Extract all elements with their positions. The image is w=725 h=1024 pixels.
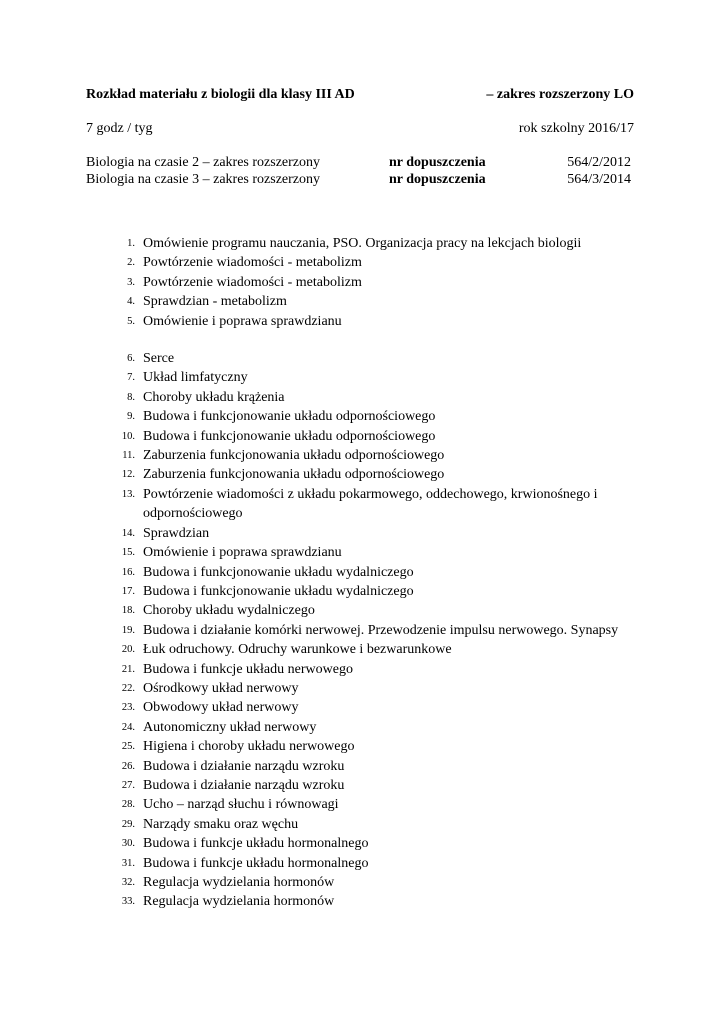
- list-item: [0, 465, 725, 484]
- list-item-text: Budowa i funkcjonowanie układu odpornościowego: [143, 409, 436, 425]
- list-item-text: Ośrodkowy układ nerwowy: [143, 680, 299, 696]
- list-item-number: 18.: [121, 605, 135, 617]
- list-item: [0, 660, 725, 679]
- list-item-text: Obwodowy układ nerwowy: [143, 700, 299, 716]
- document-scope: – zakres rozszerzony LO: [486, 87, 634, 102]
- list-item-text: Budowa i działanie komórki nerwowej. Przewodzenie impulsu nerwowego. Synapsy: [143, 622, 619, 638]
- list-item-number: 15.: [121, 547, 135, 559]
- list-item-number: 17.: [121, 585, 135, 597]
- list-item-number: 27.: [121, 779, 135, 791]
- list-item-number: 31.: [121, 857, 135, 869]
- list-item-number: 13.: [121, 488, 135, 500]
- list-item: [0, 312, 725, 331]
- list-item-number: 32.: [121, 877, 135, 888]
- list-item-number: 33.: [121, 896, 135, 908]
- list-item-number: 14.: [121, 527, 135, 539]
- list-item-number: 30.: [121, 838, 135, 850]
- list-item-text: Omówienie i poprawa sprawdzianu: [143, 545, 342, 561]
- list-item: [0, 718, 725, 737]
- list-item-number: 11.: [122, 450, 135, 462]
- list-item-text: Zaburzenia funkcjonowania układu odpornościowego: [143, 448, 445, 464]
- approval-number: 564/2/2012: [567, 155, 631, 170]
- list-item: [0, 873, 725, 892]
- list-item-text: Omówienie programu nauczania, PSO. Organizacja pracy na lekcjach biologii: [143, 236, 582, 251]
- list-item-number: 24.: [121, 721, 135, 733]
- list-item: [0, 601, 725, 620]
- list-item-number: 19.: [121, 624, 135, 636]
- list-item-number: 28.: [121, 799, 135, 811]
- list-item-text: Regulacja wydzielania hormonów: [143, 894, 335, 910]
- list-item: [0, 757, 725, 776]
- list-item-text: Budowa i funkcje układu hormonalnego: [143, 836, 369, 852]
- list-item-text: Budowa i funkcjonowanie układu wydalniczego: [143, 583, 414, 599]
- list-item-text: Sprawdzian - metabolizm: [143, 294, 287, 310]
- list-item: [0, 253, 725, 272]
- list-item-number: 10.: [121, 430, 135, 442]
- list-item: [0, 292, 725, 311]
- list-item: [0, 524, 725, 543]
- list-item-number: 9.: [127, 411, 135, 423]
- list-item-number: 3.: [127, 276, 135, 288]
- list-item-number: 5.: [127, 315, 135, 327]
- textbook-title: Biologia na czasie 3 – zakres rozszerzony: [86, 172, 321, 187]
- list-item: [0, 892, 725, 911]
- list-item: [0, 407, 725, 426]
- list-item-number: 25.: [121, 741, 135, 753]
- list-item: [0, 349, 725, 368]
- list-item: [0, 698, 725, 717]
- list-item-number: 1.: [127, 238, 135, 249]
- list-item-text: Omówienie i poprawa sprawdzianu: [143, 313, 342, 329]
- list-item-text: Budowa i funkcjonowanie układu wydalniczego: [143, 564, 414, 580]
- list-item: [0, 679, 725, 698]
- list-item-text: Budowa i funkcje układu hormonalnego: [143, 855, 369, 871]
- list-item: [0, 427, 725, 446]
- list-item-text: Zaburzenia funkcjonowania układu odpornościowego: [143, 467, 445, 483]
- list-item-text: Budowa i działanie narządu wzroku: [143, 758, 345, 774]
- list-item: [0, 795, 725, 814]
- list-item: [0, 640, 725, 659]
- approval-label: nr dopuszczenia: [389, 172, 486, 187]
- list-item: [0, 543, 725, 562]
- list-item: [0, 234, 725, 253]
- list-item-text: Powtórzenie wiadomości - metabolizm: [143, 274, 362, 290]
- list-item-text: Choroby układu krążenia: [143, 389, 285, 405]
- list-item-number: 8.: [127, 391, 135, 403]
- list-item-number: 7.: [127, 372, 135, 384]
- list-item-text: Autonomiczny układ nerwowy: [143, 719, 317, 735]
- document-title: Rozkład materiału z biologii dla klasy III AD: [86, 87, 355, 102]
- weekly-hours: 7 godz / tyg: [86, 121, 153, 136]
- list-item-number: 29.: [121, 818, 135, 830]
- list-item-number: 4.: [127, 296, 135, 308]
- textbook-title: Biologia na czasie 2 – zakres rozszerzony: [86, 155, 321, 170]
- list-item: [0, 834, 725, 853]
- list-item-number: 20.: [121, 644, 135, 656]
- list-item-number: 22.: [121, 682, 135, 694]
- list-item-text: Higiena i choroby układu nerwowego: [143, 739, 355, 755]
- approval-label: nr dopuszczenia: [389, 155, 486, 170]
- approval-number: 564/3/2014: [567, 172, 631, 187]
- list-item-number: 16.: [121, 566, 135, 578]
- list-item-number: 23.: [121, 702, 135, 714]
- info-line: [86, 120, 634, 137]
- list-item-text: Choroby układu wydalniczego: [143, 603, 315, 619]
- list-item-text: Układ limfatyczny: [143, 370, 248, 386]
- list-item: [0, 854, 725, 873]
- list-item-text: Powtórzenie wiadomości z układu pokarmowego, oddechowego, krwionośnego i odpornościowego: [143, 486, 598, 522]
- list-item-text: Powtórzenie wiadomości - metabolizm: [143, 255, 362, 271]
- list-item-number: 21.: [121, 663, 135, 675]
- list-item-text: Łuk odruchowy. Odruchy warunkowe i bezwarunkowe: [143, 642, 452, 658]
- list-item: [0, 273, 725, 292]
- list-item-number: 26.: [121, 760, 135, 772]
- school-year: rok szkolny 2016/17: [518, 121, 634, 136]
- list-item-text: Budowa i działanie narządu wzroku: [143, 777, 345, 793]
- list-item: [0, 737, 725, 756]
- list-item: [0, 582, 725, 601]
- lesson-list: [0, 234, 725, 912]
- list-item-number: 12.: [121, 469, 135, 481]
- list-item-number: 6.: [127, 353, 135, 365]
- list-item-number: 2.: [127, 257, 135, 269]
- list-item-text: Budowa i funkcje układu nerwowego: [143, 661, 353, 677]
- list-item: [0, 563, 725, 582]
- list-item: [0, 776, 725, 795]
- list-item: [0, 388, 725, 407]
- list-item: [0, 485, 725, 524]
- list-item: [0, 368, 725, 387]
- list-item-text: Narządy smaku oraz węchu: [143, 816, 299, 832]
- title-line: [86, 86, 634, 103]
- list-item-text: Sprawdzian: [143, 525, 210, 541]
- list-item-text: Budowa i funkcjonowanie układu odpornościowego: [143, 428, 436, 444]
- list-item: [0, 446, 725, 465]
- list-item-text: Serce: [143, 351, 175, 367]
- list-item-text: Regulacja wydzielania hormonów: [143, 875, 335, 890]
- list-item: [0, 621, 725, 640]
- list-item-text: Ucho – narząd słuchu i równowagi: [143, 797, 339, 813]
- list-item: [0, 815, 725, 834]
